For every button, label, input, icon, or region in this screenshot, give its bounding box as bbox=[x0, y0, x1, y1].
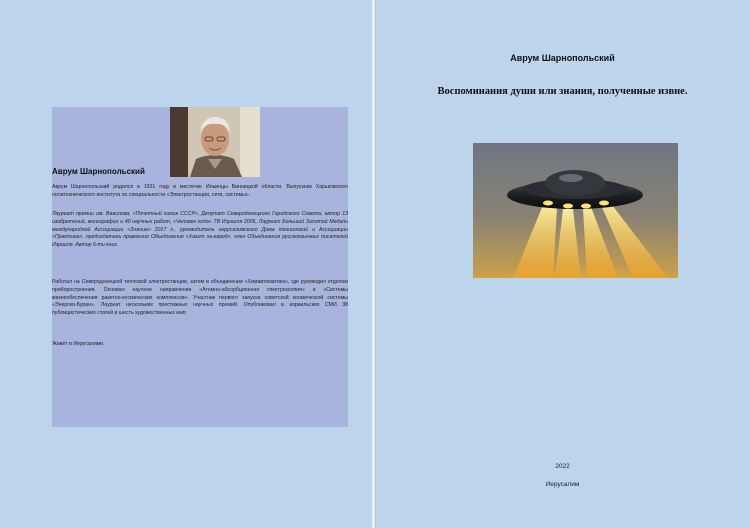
ufo-illustration bbox=[473, 143, 678, 278]
front-cover-author-name: Аврум Шарнопольский bbox=[510, 53, 615, 63]
back-cover-author-name: Аврум Шарнопольский bbox=[52, 167, 145, 176]
publication-city: Иерусалим bbox=[545, 481, 580, 488]
bio-paragraph-residence: Живёт в Иерусалиме. bbox=[52, 341, 105, 347]
bio-paragraph-birth: Аврум Шарнопольский родился в 1931 году в местечке Ильинцы Винницкой области. Выпускник Харьковского политехнического института по специальности «Электростанции, сети, системы». bbox=[52, 184, 348, 198]
bio-paragraph-awards: Лауреат премии им. Вавилова, «Почетный химик СССР», Депутат Северодонецкого Городского Совета, автор 13 изобретений, монографии и 40 научных работ, «Человек года» ТВ Израиля 2006, Лауреат Большой Золотой Медали международной Ассоциации «Знание» 2017 г., руководитель иерусалимского Дома технологий и Ассоциации «Практика», председатель правления Объединения «Хазит ха-кавод», член Объединения русскоязычных писателей Израиля. Автор 6-ти книг. bbox=[52, 211, 348, 249]
book-title: Воспоминания души или знания, полученные извне. bbox=[437, 86, 688, 97]
bio-paragraph-career: Работал на Северодонецкой тепловой электростанции, затем в объединении «Химавтоматика», где руководил отделом приборостроения. Основал научное направление «Атомно-абсорбционная спектроскопия» и «Системы жизнеобеспечения ракетно-космических комплексов». Участник первого запуска советской космической системы «Энергия-Буран». Лауреат нескольких престижных научных премий. Опубликовал в израильских СМИ 38 публицистических статей и шесть художественных книг. bbox=[52, 279, 348, 317]
publication-year: 2022 bbox=[555, 463, 570, 470]
